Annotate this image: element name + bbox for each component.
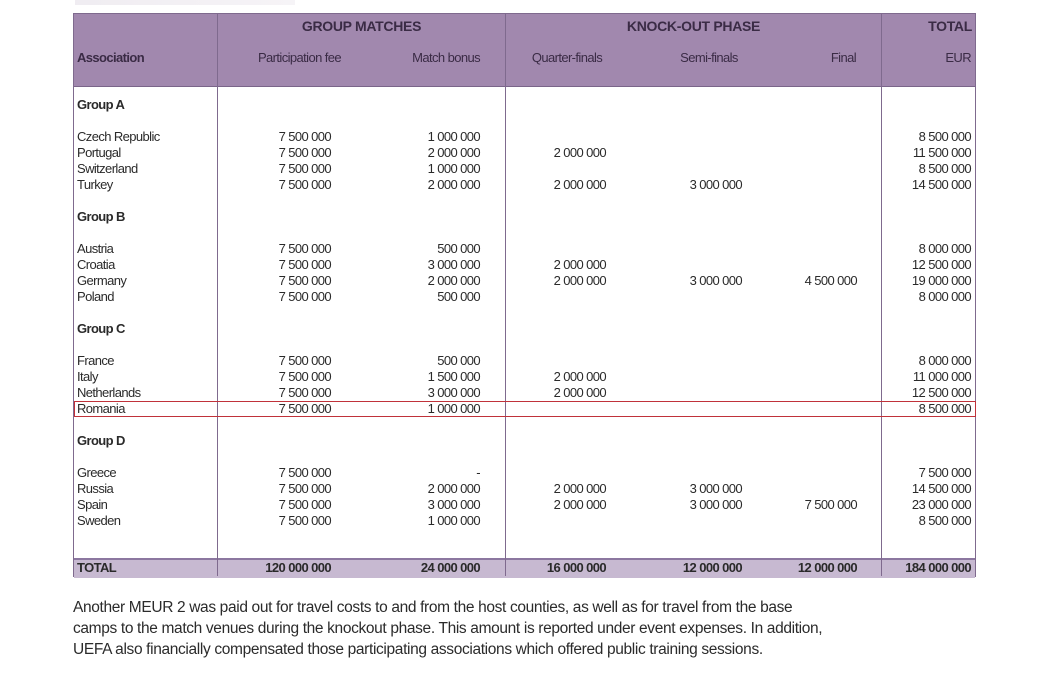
association-name: Turkey xyxy=(77,177,113,192)
cell-total: 12 500 000 xyxy=(911,257,971,272)
cell-final: 4 500 000 xyxy=(804,273,857,288)
association-name: Germany xyxy=(77,273,127,288)
header-total: TOTAL xyxy=(928,18,972,34)
cell-final: 7 500 000 xyxy=(804,497,857,512)
total-semi-finals: 12 000 000 xyxy=(682,560,742,575)
cell-match-bonus: 1 000 000 xyxy=(427,513,480,528)
association-name: Croatia xyxy=(77,257,115,272)
association-name: Poland xyxy=(77,289,114,304)
cell-participation-fee: 7 500 000 xyxy=(278,241,331,256)
header-participation-fee: Participation fee xyxy=(257,50,342,65)
column-divider xyxy=(217,14,218,576)
cell-match-bonus: 2 000 000 xyxy=(427,481,480,496)
cell-match-bonus: 500 000 xyxy=(437,289,480,304)
cell-participation-fee: 7 500 000 xyxy=(278,289,331,304)
cell-participation-fee: 7 500 000 xyxy=(278,369,331,384)
cell-match-bonus: - xyxy=(476,465,480,480)
total-match-bonus: 24 000 000 xyxy=(420,560,480,575)
cell-participation-fee: 7 500 000 xyxy=(278,257,331,272)
cell-total: 19 000 000 xyxy=(911,273,971,288)
cell-total: 23 000 000 xyxy=(911,497,971,512)
association-name: Russia xyxy=(77,481,114,496)
header-match-bonus: Match bonus xyxy=(412,50,480,65)
cell-semi-finals: 3 000 000 xyxy=(689,273,742,288)
cell-total: 7 500 000 xyxy=(918,465,971,480)
cell-semi-finals: 3 000 000 xyxy=(689,481,742,496)
association-name: Greece xyxy=(77,465,117,480)
association-name: France xyxy=(77,353,114,368)
cell-total: 8 500 000 xyxy=(918,401,971,416)
highlighted-row-outline xyxy=(74,401,976,417)
header-group-matches: GROUP MATCHES xyxy=(301,18,422,34)
cell-participation-fee: 7 500 000 xyxy=(278,273,331,288)
header-association: Association xyxy=(77,50,145,65)
cell-total: 8 000 000 xyxy=(918,289,971,304)
cell-match-bonus: 500 000 xyxy=(437,241,480,256)
group-heading: Group A xyxy=(77,97,125,112)
prize-money-table xyxy=(73,13,976,577)
cell-total: 8 000 000 xyxy=(918,241,971,256)
cell-participation-fee: 7 500 000 xyxy=(278,497,331,512)
association-name: Sweden xyxy=(77,513,121,528)
cell-participation-fee: 7 500 000 xyxy=(278,353,331,368)
association-name: Netherlands xyxy=(77,385,141,400)
cropped-heading-remnant xyxy=(75,0,295,5)
cell-quarter-finals: 2 000 000 xyxy=(553,369,606,384)
header-semi-finals: Semi-finals xyxy=(680,50,738,65)
cell-total: 8 500 000 xyxy=(918,161,971,176)
cell-participation-fee: 7 500 000 xyxy=(278,129,331,144)
association-name: Czech Republic xyxy=(77,129,160,144)
association-name: Austria xyxy=(77,241,114,256)
cell-participation-fee: 7 500 000 xyxy=(278,177,331,192)
paragraph-line: camps to the match venues during the knockout phase. This amount is reported under event expenses. In addition, xyxy=(73,620,823,637)
cell-match-bonus: 1 500 000 xyxy=(427,369,480,384)
total-quarter-finals: 16 000 000 xyxy=(546,560,606,575)
cell-total: 14 500 000 xyxy=(911,481,971,496)
association-name: Romania xyxy=(77,401,125,416)
cell-participation-fee: 7 500 000 xyxy=(278,161,331,176)
header-knockout-phase: KNOCK-OUT PHASE xyxy=(626,18,761,34)
cell-total: 11 000 000 xyxy=(912,369,971,384)
cell-participation-fee: 7 500 000 xyxy=(278,513,331,528)
cell-match-bonus: 2 000 000 xyxy=(427,273,480,288)
paragraph-line: Another MEUR 2 was paid out for travel costs to and from the host counties, as well as for travel from the base xyxy=(73,599,793,616)
group-heading: Group B xyxy=(77,209,125,224)
cell-semi-finals: 3 000 000 xyxy=(689,497,742,512)
cell-match-bonus: 1 000 000 xyxy=(427,401,480,416)
cell-quarter-finals: 2 000 000 xyxy=(553,273,606,288)
cell-total: 14 500 000 xyxy=(911,177,971,192)
cell-participation-fee: 7 500 000 xyxy=(278,385,331,400)
paragraph-line: UEFA also financially compensated those participating associations which offered public training sessions. xyxy=(73,641,763,658)
cell-total: 8 500 000 xyxy=(918,513,971,528)
cell-match-bonus: 2 000 000 xyxy=(427,145,480,160)
cell-quarter-finals: 2 000 000 xyxy=(553,385,606,400)
group-heading: Group D xyxy=(77,433,125,448)
association-name: Switzerland xyxy=(77,161,138,176)
cell-total: 12 500 000 xyxy=(911,385,971,400)
cell-quarter-finals: 2 000 000 xyxy=(553,481,606,496)
cell-match-bonus: 3 000 000 xyxy=(427,497,480,512)
header-currency: EUR xyxy=(945,50,971,65)
cell-match-bonus: 2 000 000 xyxy=(427,177,480,192)
group-heading: Group C xyxy=(77,321,125,336)
total-label: TOTAL xyxy=(77,560,117,575)
cell-quarter-finals: 2 000 000 xyxy=(553,497,606,512)
total-participation-fee: 120 000 000 xyxy=(265,560,331,575)
cell-semi-finals: 3 000 000 xyxy=(689,177,742,192)
header-final: Final xyxy=(830,50,856,65)
explanatory-paragraph xyxy=(73,597,983,660)
cell-quarter-finals: 2 000 000 xyxy=(553,257,606,272)
cell-match-bonus: 3 000 000 xyxy=(427,385,480,400)
cell-match-bonus: 1 000 000 xyxy=(427,129,480,144)
cell-quarter-finals: 2 000 000 xyxy=(553,145,606,160)
association-name: Spain xyxy=(77,497,108,512)
association-name: Italy xyxy=(77,369,98,384)
cell-participation-fee: 7 500 000 xyxy=(278,465,331,480)
cell-match-bonus: 500 000 xyxy=(437,353,480,368)
header-quarter-finals: Quarter-finals xyxy=(531,50,603,65)
total-grand-total: 184 000 000 xyxy=(905,560,971,575)
cell-match-bonus: 1 000 000 xyxy=(427,161,480,176)
cell-quarter-finals: 2 000 000 xyxy=(553,177,606,192)
cell-participation-fee: 7 500 000 xyxy=(278,145,331,160)
cell-participation-fee: 7 500 000 xyxy=(278,481,331,496)
cell-total: 8 000 000 xyxy=(918,353,971,368)
cell-participation-fee: 7 500 000 xyxy=(278,401,331,416)
association-name: Portugal xyxy=(77,145,121,160)
cell-total: 8 500 000 xyxy=(918,129,971,144)
cell-total: 11 500 000 xyxy=(912,145,971,160)
total-final: 12 000 000 xyxy=(797,560,857,575)
cell-match-bonus: 3 000 000 xyxy=(427,257,480,272)
